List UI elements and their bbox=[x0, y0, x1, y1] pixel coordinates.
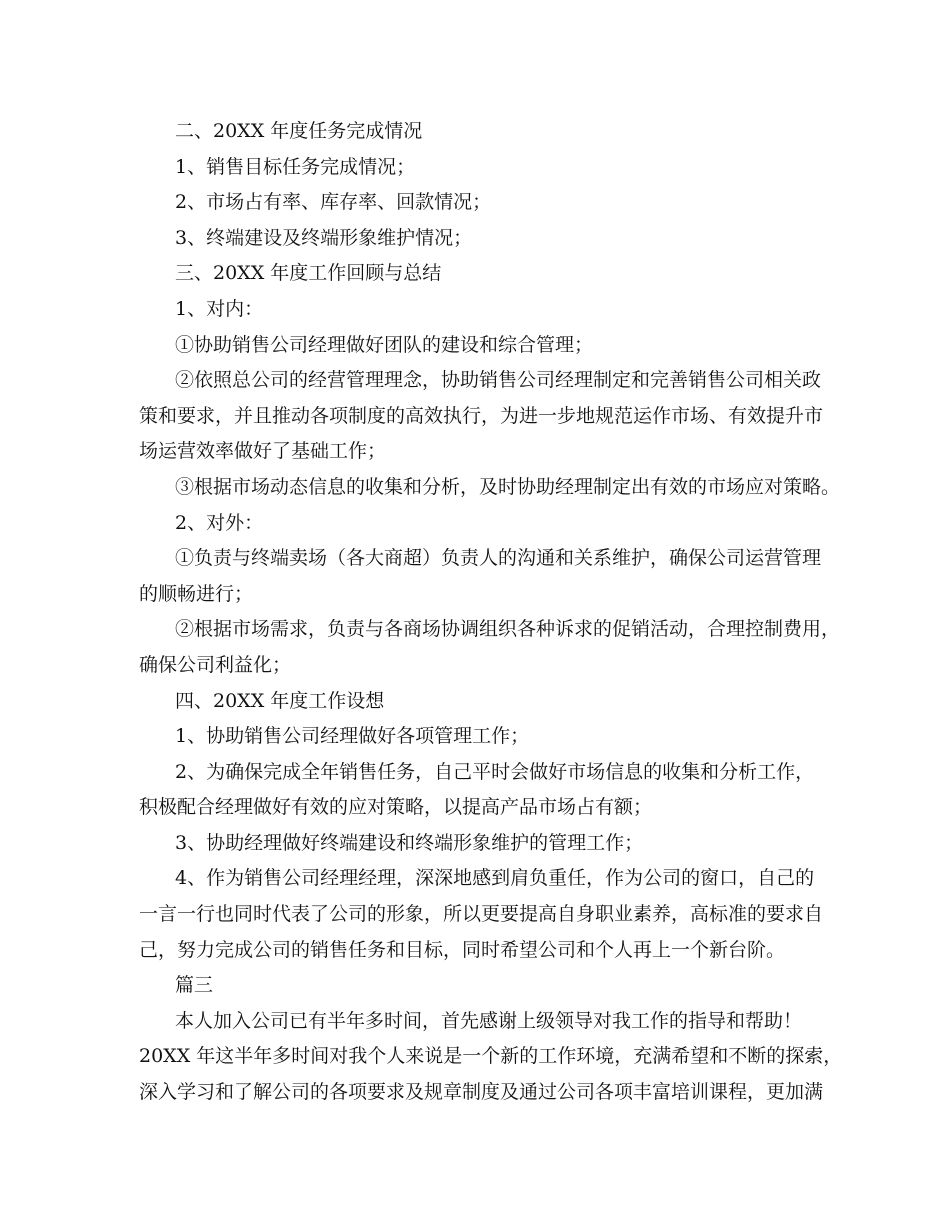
text-line: ①负责与终端卖场（各大商超）负责人的沟通和关系维护，确保公司运营管理 bbox=[175, 547, 822, 570]
text-line: 三、20XX 年度工作回顾与总结 bbox=[175, 262, 442, 285]
text-line: ①协助销售公司经理做好团队的建设和综合管理； bbox=[175, 333, 594, 356]
text-line: 一言一行也同时代表了公司的形象，所以更要提高自身职业素养，高标准的要求自 bbox=[139, 903, 824, 926]
text-line: 的顺畅进行； bbox=[139, 582, 254, 605]
text-line: ②根据市场需求，负责与各商场协调组织各种诉求的促销活动，合理控制费用， bbox=[175, 618, 841, 641]
text-line: ②依照总公司的经营管理理念，协助销售公司经理制定和完善销售公司相关政 bbox=[175, 369, 822, 392]
text-line: 积极配合经理做好有效的应对策略，以提高产品市场占有额； bbox=[139, 796, 653, 819]
text-line: 深入学习和了解公司的各项要求及规章制度及通过公司各项丰富培训课程，更加满 bbox=[139, 1081, 824, 1104]
text-line: 篇三 bbox=[175, 974, 214, 997]
text-line: 确保公司利益化； bbox=[139, 653, 292, 676]
text-line: 二、20XX 年度任务完成情况 bbox=[175, 120, 423, 142]
text-line: 己，努力完成公司的销售任务和目标，同时希望公司和个人再上一个新台阶。 bbox=[139, 938, 786, 961]
text-line: 1、销售目标任务完成情况； bbox=[175, 155, 416, 178]
text-line: 2、为确保完成全年销售任务，自己平时会做好市场信息的收集和分析工作， bbox=[175, 760, 815, 783]
text-line: 3、终端建设及终端形象维护情况； bbox=[175, 226, 473, 249]
text-line: 4、作为销售公司经理经理，深深地感到肩负重任，作为公司的窗口，自己的 bbox=[175, 867, 815, 890]
text-line: 四、20XX 年度工作设想 bbox=[175, 689, 385, 712]
text-line: 策和要求，并且推动各项制度的高效执行，为进一步地规范运作市场、有效提升市 bbox=[139, 404, 824, 427]
text-line: 20XX 年这半年多时间对我个人来说是一个新的工作环境，充满希望和不断的探索， bbox=[139, 1045, 843, 1068]
text-line: 2、市场占有率、库存率、回款情况； bbox=[175, 191, 492, 214]
document-body bbox=[139, 114, 843, 1111]
text-line: 1、对内： bbox=[175, 297, 264, 320]
text-line: 3、协助经理做好终端建设和终端形象维护的管理工作； bbox=[175, 831, 644, 854]
text-line: 场运营效率做好了基础工作； bbox=[139, 440, 387, 463]
text-line: 1、协助销售公司经理做好各项管理工作； bbox=[175, 725, 530, 748]
text-line: 2、对外： bbox=[175, 511, 264, 534]
text-line: 本人加入公司已有半年多时间，首先感谢上级领导对我工作的指导和帮助！ bbox=[175, 1009, 803, 1032]
text-line: ③根据市场动态信息的收集和分析，及时协助经理制定出有效的市场应对策略。 bbox=[175, 475, 841, 498]
